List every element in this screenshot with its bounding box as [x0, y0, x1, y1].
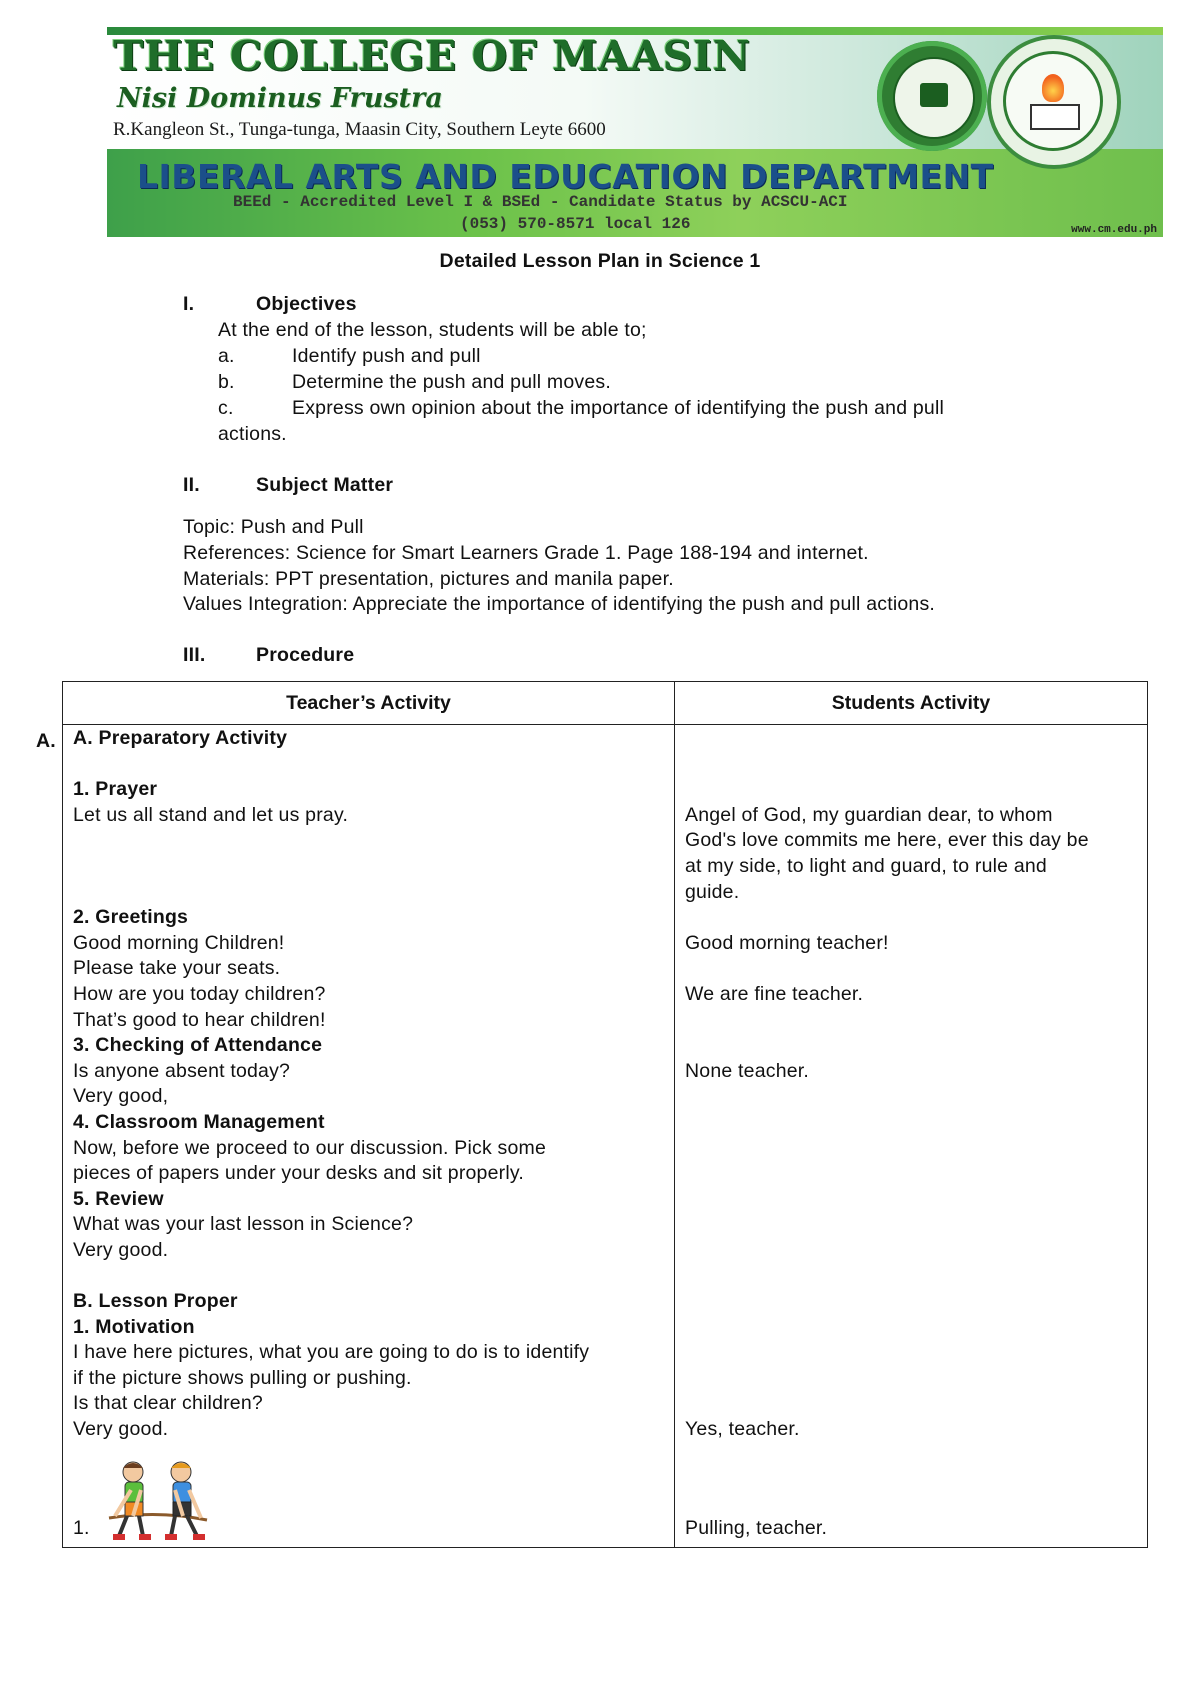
objective-item: Determine the push and pull moves.	[292, 371, 611, 393]
student-response: God's love commits me here, ever this day be	[685, 829, 1089, 852]
student-blank-line	[685, 1212, 1089, 1238]
teacher-line: Very good.	[73, 1238, 169, 1261]
student-blank-line	[685, 1289, 1089, 1315]
student-blank-line	[685, 1008, 1089, 1034]
department-name: LIBERAL ARTS AND EDUCATION DEPARTMENT	[137, 157, 994, 196]
teacher-line: Is that clear children?	[73, 1392, 263, 1415]
objective-item: Identify push and pull	[292, 345, 481, 367]
student-response: None teacher.	[685, 1059, 810, 1082]
teacher-line: if the picture shows pulling or pushing.	[73, 1366, 412, 1389]
teacher-line: pieces of papers under your desks and sit properly.	[73, 1162, 524, 1185]
student-blank-line	[685, 1110, 1089, 1136]
teacher-activity-header: Teacher’s Activity	[286, 692, 451, 714]
kids-pulling-rope-picture	[103, 1460, 213, 1544]
activity-heading: 4. Classroom Management	[73, 1110, 325, 1133]
procedure-heading: Procedure	[256, 644, 355, 666]
teacher-line	[73, 752, 589, 778]
student-blank-line	[685, 1238, 1089, 1264]
activity-heading: 1. Prayer	[73, 778, 158, 801]
student-blank-line	[685, 1391, 1089, 1417]
department-seal-icon	[987, 35, 1121, 169]
teacher-line: I have here pictures, what you are going to do is to identify	[73, 1341, 590, 1364]
activity-heading: 3. Checking of Attendance	[73, 1034, 323, 1057]
college-motto: Nisi Dominus Frustra	[117, 83, 443, 114]
college-name: THE COLLEGE OF MAASIN	[113, 32, 751, 80]
activity-heading: 1. Motivation	[73, 1315, 195, 1338]
row-marker: A.	[36, 730, 56, 752]
phone-number: (053) 570-8571 local 126	[460, 215, 691, 233]
activity-heading: B. Lesson Proper	[73, 1290, 238, 1313]
objective-item: Express own opinion about the importance of identifying the push and pull	[292, 397, 945, 419]
student-blank-line	[685, 1136, 1089, 1162]
subject-references: References: Science for Smart Learners Grade 1. Page 188-194 and internet.	[183, 542, 869, 564]
student-blank-line	[685, 1161, 1089, 1187]
objective-letter: a.	[218, 345, 235, 367]
student-response: Angel of God, my guardian dear, to whom	[685, 803, 1053, 826]
teacher-line	[73, 1263, 589, 1289]
student-blank-line	[685, 1315, 1089, 1341]
subject-values: Values Integration: Appreciate the importance of identifying the push and pull actions.	[183, 593, 936, 615]
accreditation-status: BEEd - Accredited Level I & BSEd - Candidate Status by ACSCU-ACI	[233, 193, 848, 211]
picture-answer: Pulling, teacher.	[685, 1517, 828, 1539]
student-response: Yes, teacher.	[685, 1418, 800, 1441]
teacher-line	[73, 854, 589, 880]
subject-matter-heading: Subject Matter	[256, 474, 394, 496]
student-blank-line	[685, 1263, 1089, 1289]
teacher-line: Now, before we proceed to our discussion. Pick some	[73, 1136, 547, 1159]
header-divider	[63, 724, 1147, 725]
student-blank-line	[685, 752, 1089, 778]
teacher-line	[73, 828, 589, 854]
column-divider	[674, 682, 675, 1547]
student-blank-line	[685, 956, 1089, 982]
picture-item-number: 1.	[73, 1517, 90, 1539]
student-response: Good morning teacher!	[685, 931, 889, 954]
student-blank-line	[685, 777, 1089, 803]
procedure-numeral: III.	[183, 644, 206, 666]
objective-letter: c.	[218, 397, 234, 419]
activity-heading: 2. Greetings	[73, 906, 189, 929]
student-blank-line	[685, 726, 1089, 752]
teacher-line: Let us all stand and let us pray.	[73, 803, 349, 826]
letterhead-banner	[107, 27, 1163, 237]
student-response: guide.	[685, 880, 740, 903]
document-title: Detailed Lesson Plan in Science 1	[439, 250, 761, 272]
teacher-line: Is anyone absent today?	[73, 1059, 291, 1082]
objective-item-continuation: actions.	[218, 423, 287, 445]
teacher-line: What was your last lesson in Science?	[73, 1213, 414, 1236]
teacher-line: How are you today children?	[73, 982, 326, 1005]
procedure-table	[62, 681, 1148, 1548]
subject-materials: Materials: PPT presentation, pictures and manila paper.	[183, 568, 674, 590]
students-activity-header: Students Activity	[831, 692, 991, 714]
student-blank-line	[685, 905, 1089, 931]
subject-topic: Topic: Push and Pull	[183, 516, 364, 538]
teacher-line	[73, 880, 589, 906]
student-blank-line	[685, 1187, 1089, 1213]
student-blank-line	[685, 1084, 1089, 1110]
activity-heading: 5. Review	[73, 1187, 164, 1210]
student-response: at my side, to light and guard, to rule and	[685, 854, 1047, 877]
objectives-numeral: I.	[183, 293, 195, 315]
college-address: R.Kangleon St., Tunga-tunga, Maasin City, Southern Leyte 6600	[113, 119, 606, 140]
teacher-line: Good morning Children!	[73, 931, 285, 954]
teacher-activity-cell	[73, 726, 589, 1443]
student-blank-line	[685, 1033, 1089, 1059]
teacher-line: Please take your seats.	[73, 957, 281, 980]
activity-heading: A. Preparatory Activity	[73, 727, 288, 749]
teacher-line: Very good,	[73, 1085, 169, 1108]
students-activity-cell	[685, 726, 1089, 1443]
objectives-heading: Objectives	[256, 293, 357, 315]
student-response: We are fine teacher.	[685, 982, 864, 1005]
objective-letter: b.	[218, 371, 235, 393]
subject-matter-numeral: II.	[183, 474, 200, 496]
student-blank-line	[685, 1340, 1089, 1366]
college-seal-icon	[877, 41, 987, 151]
teacher-line: Very good.	[73, 1418, 169, 1441]
student-blank-line	[685, 1366, 1089, 1392]
teacher-line: That’s good to hear children!	[73, 1008, 326, 1031]
website: www.cm.edu.ph	[1071, 224, 1157, 236]
objectives-intro: At the end of the lesson, students will be able to;	[218, 319, 647, 341]
